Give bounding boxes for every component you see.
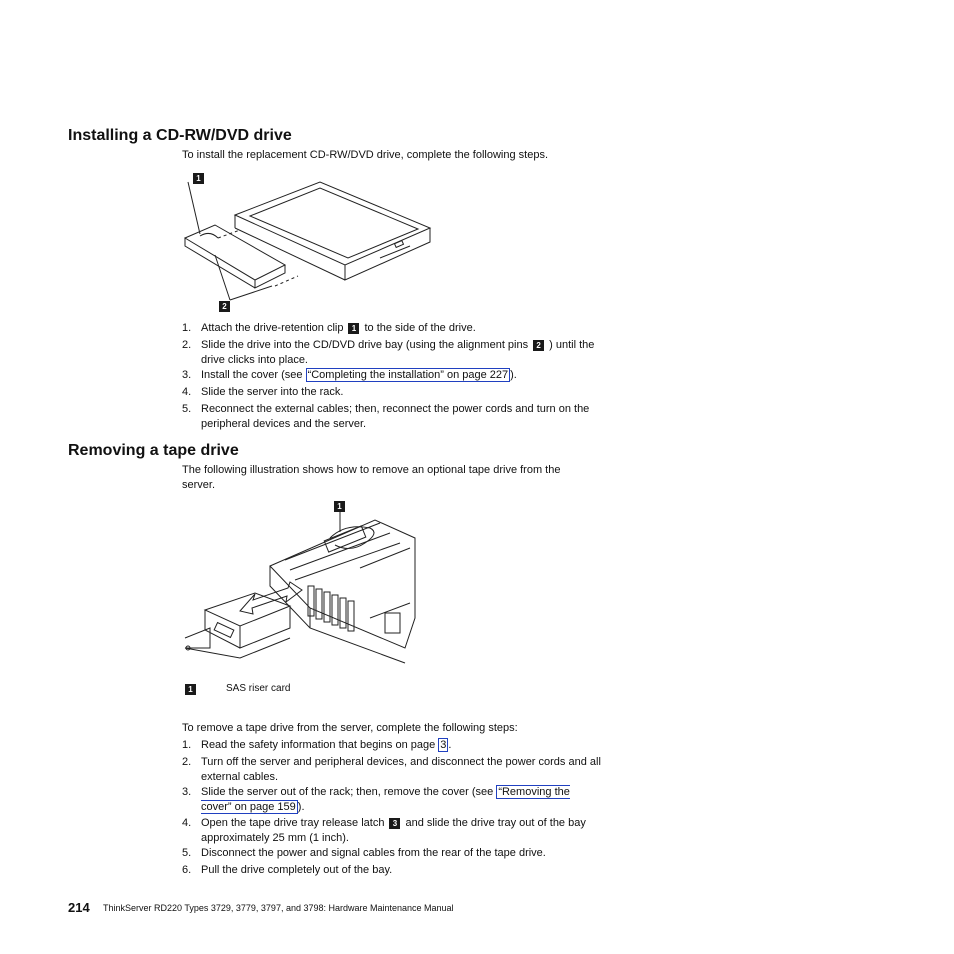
cd-drive-illustration <box>180 170 440 315</box>
link-completing-installation[interactable]: “Completing the installation” on page 227 <box>307 369 509 381</box>
section-intro: The following illustration shows how to remove an optional tape drive from the server. <box>182 464 561 491</box>
legend-callout-1: 1 <box>185 684 196 695</box>
step-callout: 1 <box>348 323 359 334</box>
link-removing-cover[interactable]: “Removing the cover” on page 159 <box>201 786 570 813</box>
link-safety-page[interactable]: 3 <box>440 739 447 751</box>
page-number: 214 <box>68 900 90 915</box>
steps-lead: To remove a tape drive from the server, complete the following steps: <box>182 722 518 734</box>
callout-1: 1 <box>193 173 204 184</box>
section-title-install-cd: Installing a CD-RW/DVD drive <box>68 127 292 144</box>
legend-label: SAS riser card <box>226 683 291 694</box>
callout-2: 2 <box>219 301 230 312</box>
step-callout: 3 <box>389 818 400 829</box>
section-title-remove-tape: Removing a tape drive <box>68 442 239 459</box>
callout-1: 1 <box>334 501 345 512</box>
tape-drive-removal-illustration <box>180 498 440 668</box>
section-intro: To install the replacement CD-RW/DVD drive, complete the following steps. <box>182 149 549 161</box>
footer-text: ThinkServer RD220 Types 3729, 3779, 3797, and 3798: Hardware Maintenance Manual <box>103 903 454 913</box>
step-callout: 2 <box>533 340 544 351</box>
